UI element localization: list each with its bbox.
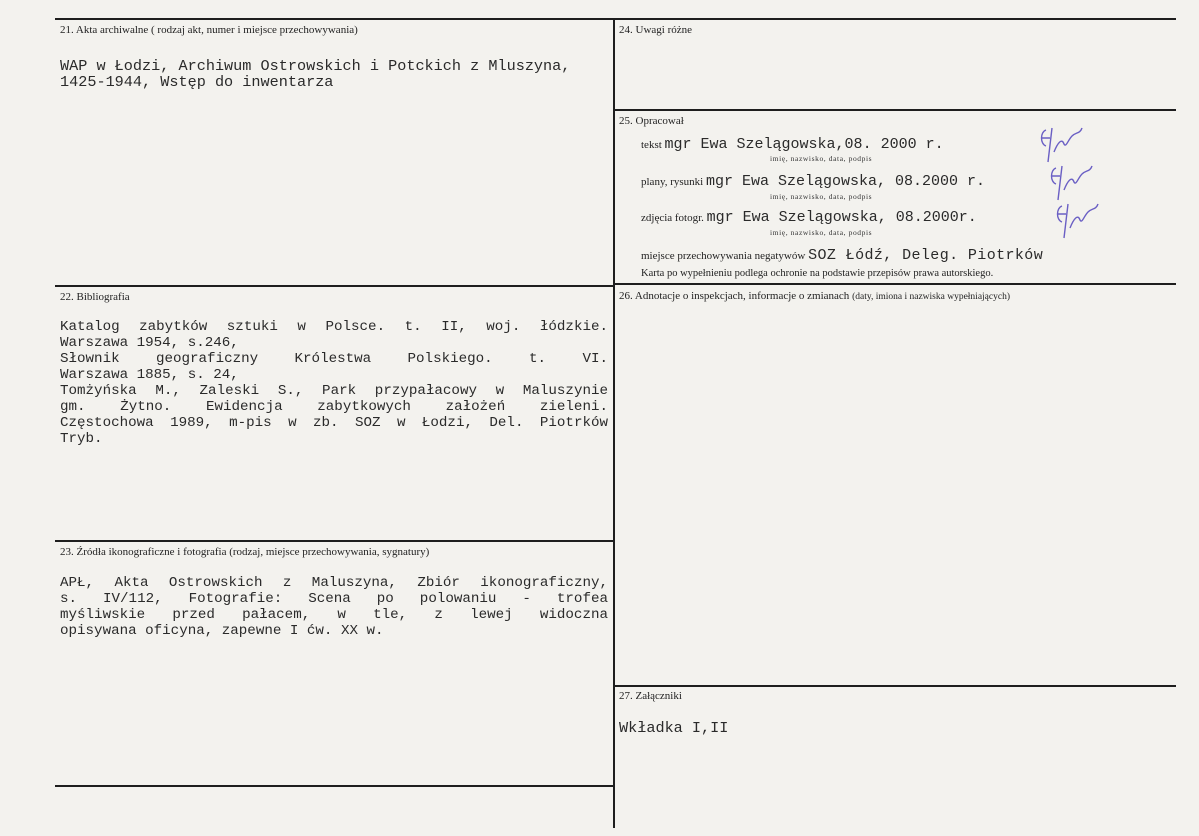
section-22-line-2: Warszawa 1954, s.246, [60, 335, 239, 351]
divider-22-23 [55, 540, 614, 542]
divider-21-22 [55, 285, 614, 287]
left-bottom-line [55, 785, 614, 787]
section-22-line-6: gm. Żytno. Ewidencja zabytkowych założeń zieleni. [60, 399, 608, 415]
tekst-value: mgr Ewa Szelągowska,08. 2000 r. [664, 136, 944, 153]
tekst-row [641, 136, 944, 153]
zdjecia-label: zdjęcia fotogr. [641, 212, 704, 224]
section-22-line-8: Tryb. [60, 431, 103, 447]
plany-caption: imię, nazwisko, data, podpis [770, 192, 873, 201]
section-23-line-3: myśliwskie przed pałacem, w tle, z lewej widoczna [60, 607, 608, 623]
zdjecia-row [641, 209, 977, 226]
zdjecia-caption: imię, nazwisko, data, podpis [770, 228, 873, 237]
divider-26-27 [614, 685, 1176, 687]
copyright-note: Karta po wypełnieniu podlega ochronie na podstawie przepisów prawa autorskiego. [641, 268, 994, 279]
section-21-line-1: WAP w Łodzi, Archiwum Ostrowskich i Potckich z Mluszyna, [60, 57, 571, 75]
divider-24-25 [614, 109, 1176, 111]
section-21-header: 21. Akta archiwalne ( rodzaj akt, numer i miejsce przechowywania) [60, 24, 358, 36]
section-25-header: 25. Opracował [619, 115, 684, 127]
section-22-line-7: Częstochowa 1989, m-pis w zb. SOZ w Łodzi, Del. Piotrków [60, 415, 608, 431]
section-26-title: 26. Adnotacje o inspekcjach, informacje o zmianach [619, 290, 850, 302]
section-23-line-1: APŁ, Akta Ostrowskich z Maluszyna, Zbiór ikonograficzny, [60, 575, 608, 591]
divider-25-26 [614, 283, 1176, 285]
section-22-line-1: Katalog zabytków sztuki w Polsce. t. II, woj. łódzkie. [60, 319, 608, 335]
section-23-line-2: s. IV/112, Fotografie: Scena po polowaniu - trofea [60, 591, 608, 607]
section-22-header: 22. Bibliografia [60, 291, 130, 303]
top-border [55, 18, 1176, 20]
section-27-value: Wkładka I,II [619, 719, 729, 737]
negatives-label: miejsce przechowywania negatywów [641, 250, 806, 262]
center-vertical-line [613, 18, 615, 828]
section-24-header: 24. Uwagi różne [619, 24, 693, 36]
section-22-line-4: Warszawa 1885, s. 24, [60, 367, 239, 383]
section-23-header: 23. Źródła ikonograficzne i fotografia (rodzaj, miejsce przechowywania, sygnatury) [60, 546, 430, 558]
signature-zdjecia [1048, 198, 1108, 242]
plany-label: plany, rysunki [641, 176, 704, 188]
tekst-label: tekst [641, 139, 662, 151]
negatives-row [641, 247, 1043, 264]
section-23-line-4: opisywana oficyna, zapewne I ćw. XX w. [60, 623, 384, 639]
section-22-line-3: Słownik geograficzny Królestwa Polskiego. t. VI. [60, 351, 608, 367]
tekst-caption: imię, nazwisko, data, podpis [770, 154, 873, 163]
section-22-line-5: Tomżyńska M., Zaleski S., Park przypałacowy w Maluszynie [60, 383, 608, 399]
plany-row [641, 173, 985, 190]
negatives-value: SOZ Łódź, Deleg. Piotrków [808, 247, 1044, 264]
section-26-subtitle: (daty, imiona i nazwiska wypełniających) [852, 292, 1010, 302]
plany-value: mgr Ewa Szelągowska, 08.2000 r. [705, 173, 986, 190]
zdjecia-value: mgr Ewa Szelągowska, 08.2000r. [706, 209, 977, 226]
section-26-header [619, 290, 1010, 303]
section-21-line-2: 1425-1944, Wstęp do inwentarza [60, 73, 334, 91]
section-27-header: 27. Załączniki [619, 690, 682, 702]
